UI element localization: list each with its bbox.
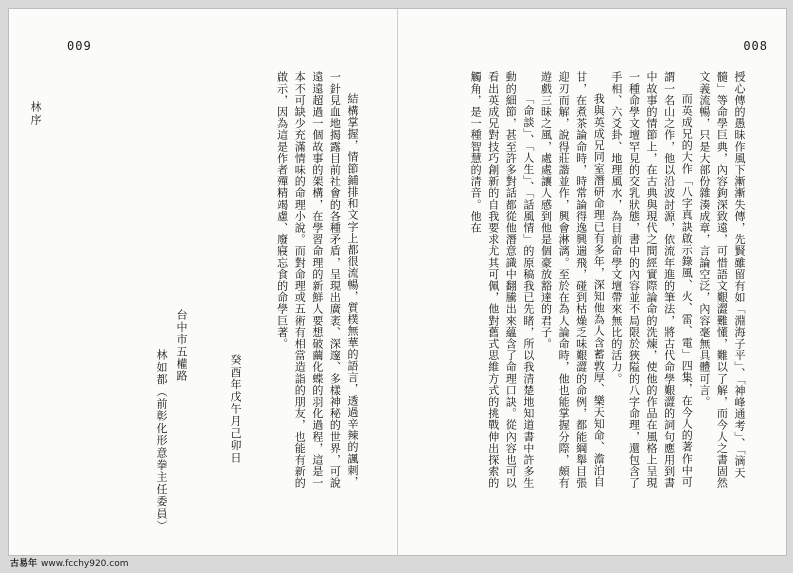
left-page: [9, 9, 397, 555]
watermark-url: www.fcchy920.com: [41, 559, 129, 569]
left-paragraph: 結構掌握，情節鋪排和文字上都很流暢，質樸無華的語言，透過辛辣的諷刺，一針見血地揭露目前社會的各種矛盾，呈現出廣袤、深邃、多樣神秘的世界，可說遠遠超過一個故事的架構，在學習命理的新鮮人要想破繭化蝶的羽化過程，這是一本不可缺少充滿情味的命理小說。而對命理或五術有相當造詣的朋友，也能有新的啟示，因為這是作者殫精竭慮、廢寢忘食的命學巨著。: [275, 71, 359, 489]
signature-date: 癸酉年戊午月己卯日: [229, 354, 242, 464]
signature-address: 台中市五權路: [175, 309, 188, 383]
watermark-logo: 古易年: [10, 559, 38, 569]
left-body-text: [61, 71, 361, 489]
right-page-number: 008: [743, 39, 768, 53]
right-paragraph-4: 「命談」、「人生」、「話風情」的原稿我已先睹，所以我清楚地知道書中許多生動的細節，甚至許多對話都從他潛意識中翻騰出來蘊含了命理口訣。從內容也可以看出英成兄對技巧創新的自我要求尤其可佩，他對舊式思維方式的挑戰伸出探索的觸角，是一種智慧的清音。他在: [469, 71, 535, 489]
footer-watermark: [10, 556, 129, 569]
left-page-number: 009: [67, 39, 92, 53]
right-body-text: [428, 71, 748, 491]
right-paragraph-1: 授心傳的愚昧作風下漸漸失傳，先賢雖留有如「淵海子平」、「神峰通考」、「滴天髓」等命學巨典，內容鉤深致遠，可惜語文艱澀難懂，難以了解，而今人之書固然文義流暢，只是大部份雜湊成章，言論空泛，內容毫無具體可言。: [697, 71, 746, 489]
right-paragraph-2: 而英成兄的大作「八字真訣啟示錄風、火、雷、電」四集，在今人的著作中可謂一名山之作，他以沿波討源，依流年進的筆法，將古代命學艱澀的詞句應用到書中故事的情節上，在古典與現代之間經實際論命的洗煉，使他的作品在風格上呈現一種命學文壇罕見的交乳狀態，書中的內容並不局限於狹隘的八字命理，還包含了手相、六爻卦、地理風水，為目前命學文壇帶來無比的活力。: [609, 71, 694, 489]
signature-author: 林如都（前彰化形意拳主任委員）: [155, 349, 168, 532]
running-head: 林序: [29, 101, 42, 127]
book-spread: [8, 8, 787, 556]
right-paragraph-3: 我與英成兄同室潛研命理已有多年，深知他為人含蓄敦厚、樂天知命、澹泊自甘，在煮茶論命時，時常論得逸興遄飛，碰到枯燥乏味艱澀的命例，都能綱舉目張迎刃而解，說得莊諧並作，興會淋漓。至於在為人論命時，他也能掌握分際，頗有遊戲三昧之風，處處讓人感到他是個豪放豁達的君子。: [539, 71, 606, 489]
right-page: [398, 9, 786, 555]
